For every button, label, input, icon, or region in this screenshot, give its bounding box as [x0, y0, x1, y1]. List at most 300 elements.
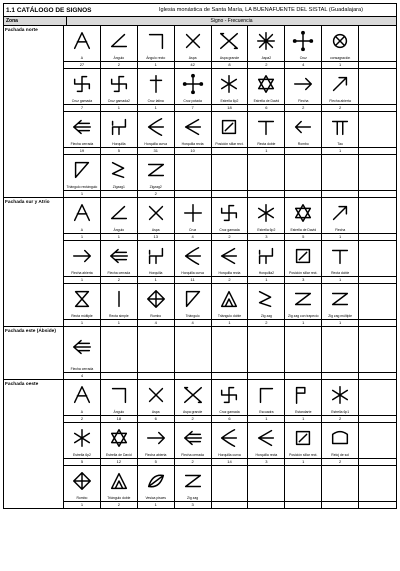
sign-cell	[285, 380, 322, 423]
sign-count: 3	[285, 276, 321, 283]
zigzag-icon	[248, 284, 284, 313]
arrow-closed-icon	[64, 112, 100, 141]
sign-label: Horquilla recta	[218, 271, 241, 275]
rhombus-cross-icon	[64, 466, 100, 495]
sign-cell	[101, 241, 138, 284]
sign-cell	[359, 112, 396, 155]
sign-cell	[359, 466, 396, 508]
double-line-icon	[322, 241, 358, 270]
sign-label: Aspa grande	[219, 56, 240, 60]
sign-grid	[64, 327, 396, 379]
sign-label: Recta doble	[331, 271, 350, 275]
sign-label: Flecha abierta	[329, 99, 351, 103]
sign-cell	[212, 112, 249, 155]
sign-count: 1	[138, 276, 174, 283]
sign-label: Recta simple	[109, 314, 129, 318]
empty-cell	[322, 155, 358, 184]
empty-cell	[138, 327, 174, 366]
sign-label: Estrella 6p2	[72, 453, 91, 457]
sign-label: Zig zag múltiple	[328, 314, 353, 318]
sign-count	[359, 276, 396, 283]
empty-cell	[359, 466, 396, 495]
sign-label: Flecha	[335, 228, 346, 232]
cross-dots-icon	[175, 69, 211, 98]
sign-count: 1	[101, 233, 137, 240]
sign-cell	[138, 69, 175, 112]
sign-label: Estandarte	[295, 410, 312, 414]
empty-cell	[248, 155, 284, 184]
sign-count: 5	[101, 147, 137, 154]
sign-cell	[359, 327, 396, 379]
sign-count: 3	[248, 233, 284, 240]
double-line-icon	[248, 112, 284, 141]
sign-count	[285, 372, 321, 379]
fork-icon	[248, 241, 284, 270]
square-slash-icon	[212, 112, 248, 141]
sign-count: 2	[101, 501, 137, 508]
sign-label: Posición sillar rect.	[289, 271, 318, 275]
rhombus-arrow-icon	[285, 112, 321, 141]
sign-count: 1	[248, 415, 284, 422]
sign-count	[212, 501, 248, 508]
sign-label: Posición sillar rect.	[289, 453, 318, 457]
sign-label: A	[80, 228, 84, 232]
sign-cell	[359, 69, 396, 112]
arrow-closed-icon	[101, 241, 137, 270]
latin-cross-icon	[138, 69, 174, 98]
sign-count: 1	[322, 319, 358, 326]
sign-count	[248, 190, 284, 197]
angle-icon	[101, 198, 137, 227]
sign-cell	[138, 198, 175, 241]
sign-count: 1	[64, 319, 100, 326]
empty-cell	[248, 327, 284, 366]
sign-cell	[212, 380, 249, 423]
sign-count: 5	[138, 458, 174, 465]
sign-count: 2	[64, 415, 100, 422]
sign-cell	[359, 380, 396, 423]
sign-cell	[175, 198, 212, 241]
sign-count: 1	[285, 458, 321, 465]
swastika-icon	[101, 69, 137, 98]
zone-label: Fachada este (Ábside)	[4, 327, 64, 379]
empty-cell	[212, 155, 248, 184]
sign-count: 42	[175, 61, 211, 68]
sign-cell	[359, 26, 396, 69]
sign-count: 5	[285, 233, 321, 240]
triangle-icon	[64, 155, 100, 184]
sign-cell	[64, 241, 101, 284]
empty-cell	[212, 466, 248, 495]
sign-count: 3	[175, 501, 211, 508]
arrow-icon	[138, 423, 174, 452]
sign-label: Posición sillar rect.	[215, 142, 244, 146]
header-signs: Signo - Frecuencia	[210, 18, 253, 24]
sign-label: Zigzag2	[149, 185, 162, 189]
sign-label: Rombo	[150, 314, 162, 318]
right-angle-icon	[138, 26, 174, 55]
sign-cell	[248, 112, 285, 155]
sign-count: 1	[285, 415, 321, 422]
star-david-icon	[285, 198, 321, 227]
empty-cell	[359, 327, 396, 366]
sign-label: Flecha cerrada	[70, 367, 94, 371]
sign-count: 31	[138, 147, 174, 154]
sign-label: Flecha abierta	[144, 453, 167, 457]
sign-label: Triángulo	[185, 314, 200, 318]
sign-cell	[285, 112, 322, 155]
arrow-icon	[64, 241, 100, 270]
sign-label: Aspa grande	[182, 410, 203, 414]
sign-count	[212, 190, 248, 197]
sign-label: Horquilla curva	[181, 271, 204, 275]
empty-cell	[322, 327, 358, 366]
sign-cell	[101, 284, 138, 326]
sign-cell	[101, 466, 138, 508]
table-header	[3, 16, 397, 25]
sign-count: 11	[175, 276, 211, 283]
sign-grid	[64, 380, 396, 508]
sign-label: Horquilla	[112, 142, 126, 146]
empty-cell	[322, 466, 358, 495]
sign-cell	[212, 198, 249, 241]
sign-count: 8	[212, 61, 248, 68]
sign-count: 1	[322, 61, 358, 68]
sign-label: Ángulo	[113, 56, 125, 60]
sign-label: Horquilla	[149, 271, 163, 275]
sign-count: 3	[248, 458, 284, 465]
sign-label: Cruz	[189, 228, 197, 232]
sign-cell	[138, 241, 175, 284]
sign-cell	[248, 423, 285, 466]
sign-label: Aspa	[151, 410, 160, 414]
rhombus-cross-icon	[138, 284, 174, 313]
sign-cell	[64, 466, 101, 508]
sign-label: Aspa2	[261, 56, 272, 60]
arrow-open-icon	[322, 69, 358, 98]
arrow-closed-icon	[64, 327, 100, 366]
catalog-title: 1.1 CATÁLOGO DE SIGNOS	[6, 6, 92, 14]
sign-cell	[138, 112, 175, 155]
swastika-icon	[212, 380, 248, 409]
sign-count: 6	[212, 415, 248, 422]
sign-count: 2	[212, 233, 248, 240]
sign-cell	[101, 327, 138, 379]
sign-cell	[64, 284, 101, 326]
star6-icon	[322, 380, 358, 409]
empty-cell	[359, 241, 396, 270]
sign-count	[359, 190, 396, 197]
sign-label: Recta doble	[257, 142, 276, 146]
vesica-icon	[138, 466, 174, 495]
sign-count: 2	[285, 104, 321, 111]
sign-label: Aspa	[151, 228, 160, 232]
sign-cell	[101, 69, 138, 112]
sign-label: Vesica pisces	[145, 496, 166, 500]
empty-cell	[175, 155, 211, 184]
sign-grid	[64, 198, 396, 326]
sign-cell	[175, 423, 212, 466]
triangle-double-icon	[101, 466, 137, 495]
sign-cell	[101, 198, 138, 241]
sign-cell	[285, 69, 322, 112]
sign-label: Cruz gamada	[219, 410, 240, 414]
zone-section	[3, 25, 397, 197]
sign-count: 1	[322, 276, 358, 283]
sign-cell	[175, 69, 212, 112]
swastika-icon	[64, 69, 100, 98]
sign-cell	[212, 284, 249, 326]
sign-count: 2	[175, 458, 211, 465]
empty-cell	[359, 423, 396, 452]
sign-cell	[101, 155, 138, 197]
sign-cell	[322, 423, 359, 466]
sign-count: 2	[248, 319, 284, 326]
sign-label: Triángulo doble	[107, 496, 131, 500]
sign-count	[359, 61, 396, 68]
zone-section	[3, 379, 397, 509]
sign-cell	[322, 26, 359, 69]
sign-count: 13	[138, 233, 174, 240]
sign-cell	[138, 466, 175, 508]
sign-cell	[285, 26, 322, 69]
x-icon	[138, 380, 174, 409]
sign-cell	[359, 284, 396, 326]
sign-count: 1	[322, 233, 358, 240]
sign-count: 10	[175, 147, 211, 154]
sign-cell	[212, 241, 249, 284]
sign-label: Horquilla curva	[144, 142, 168, 146]
sign-cell	[212, 155, 249, 197]
zone-label: Fachada oeste	[4, 380, 64, 508]
sign-label: consagración	[330, 56, 351, 60]
empty-cell	[359, 198, 396, 227]
sign-cell	[248, 241, 285, 284]
sign-count: 7	[64, 104, 100, 111]
sign-count: 1	[138, 61, 174, 68]
sign-cell	[138, 423, 175, 466]
sign-count: 12	[101, 458, 137, 465]
zone-section	[3, 326, 397, 379]
sign-cell	[322, 241, 359, 284]
sign-cell	[285, 155, 322, 197]
sign-cell	[248, 155, 285, 197]
sign-cell	[248, 69, 285, 112]
sign-count: 1	[248, 276, 284, 283]
sign-cell	[175, 241, 212, 284]
sign-count	[359, 233, 396, 240]
cross-dots-icon	[285, 26, 321, 55]
sign-label: A	[80, 56, 84, 60]
empty-cell	[285, 327, 321, 366]
empty-cell	[212, 327, 248, 366]
sign-count	[175, 372, 211, 379]
sign-count: 5	[64, 458, 100, 465]
sign-count: 1	[101, 319, 137, 326]
sign-label: Triángulo rectángulo	[66, 185, 98, 189]
zone-section	[3, 197, 397, 326]
sign-count: 1	[64, 190, 100, 197]
sign-cell	[212, 26, 249, 69]
sign-cell	[101, 380, 138, 423]
sign-count: 19	[64, 147, 100, 154]
sign-count: 6	[138, 415, 174, 422]
sign-cell	[175, 466, 212, 508]
sign-label: Horquilla recta	[255, 453, 278, 457]
empty-cell	[285, 466, 321, 495]
sign-count	[359, 319, 396, 326]
star6-icon	[64, 423, 100, 452]
sign-cell	[212, 69, 249, 112]
swastika-icon	[212, 198, 248, 227]
sign-count: 4	[175, 233, 211, 240]
sign-cell	[359, 155, 396, 197]
angle-icon	[101, 26, 137, 55]
sign-cell	[175, 284, 212, 326]
sign-cell	[175, 327, 212, 379]
sign-grid	[64, 26, 396, 197]
sign-count: 1	[285, 319, 321, 326]
sign-cell	[322, 380, 359, 423]
sign-count: 1	[138, 104, 174, 111]
sign-cell	[322, 284, 359, 326]
sign-cell	[101, 423, 138, 466]
star6-icon	[212, 69, 248, 98]
sign-cell	[64, 112, 101, 155]
sign-cell	[138, 327, 175, 379]
sign-count: 6	[248, 104, 284, 111]
zone-label: Fachada sur y Atrio	[4, 198, 64, 326]
sign-count: 14	[212, 458, 248, 465]
sign-cell	[285, 423, 322, 466]
title-row	[3, 3, 397, 16]
sign-label: Zig zag con trapecio	[288, 314, 319, 318]
sign-count: 2	[138, 190, 174, 197]
sign-cell	[359, 423, 396, 466]
single-line-icon	[101, 284, 137, 313]
sign-count: 2	[212, 276, 248, 283]
sign-count	[138, 372, 174, 379]
fork-straight-icon	[212, 241, 248, 270]
empty-cell	[359, 380, 396, 409]
square-angle-icon	[248, 380, 284, 409]
square-slash-icon	[285, 423, 321, 452]
sign-label: Horquilla recta	[181, 142, 204, 146]
sign-cell	[138, 284, 175, 326]
sign-cell	[322, 466, 359, 508]
sign-cell	[285, 241, 322, 284]
sign-label: Triángulo doble	[217, 314, 242, 318]
sign-label: Zig zag	[187, 496, 199, 500]
sign-count: 4	[285, 61, 321, 68]
sign-cell	[175, 26, 212, 69]
sections-container	[3, 25, 397, 509]
sign-cell	[248, 198, 285, 241]
sign-count	[248, 501, 284, 508]
star-david-icon	[101, 423, 137, 452]
sign-count: 7	[175, 104, 211, 111]
sign-label: Estrella 6p2	[257, 228, 276, 232]
sign-count	[175, 190, 211, 197]
sign-count: 2	[322, 104, 358, 111]
sign-label: Flecha abierta	[71, 271, 93, 275]
star-cross-icon	[248, 26, 284, 55]
sign-label: Estrella de David	[290, 228, 317, 232]
star6-icon	[248, 198, 284, 227]
sign-cell	[101, 112, 138, 155]
sign-label: Ángulo recto	[146, 56, 166, 60]
sign-cell	[322, 198, 359, 241]
empty-cell	[175, 327, 211, 366]
sign-count	[359, 458, 396, 465]
a-icon	[64, 198, 100, 227]
sign-cell	[322, 155, 359, 197]
sign-label: Estrella de David	[253, 99, 280, 103]
sign-label: Zigzag1	[112, 185, 125, 189]
sign-cell	[248, 466, 285, 508]
a-icon	[64, 380, 100, 409]
star-david-icon	[248, 69, 284, 98]
arrow-open-icon	[322, 198, 358, 227]
tau-icon	[322, 112, 358, 141]
sign-count: 2	[248, 61, 284, 68]
empty-cell	[285, 155, 321, 184]
sign-cell	[248, 380, 285, 423]
sign-cell	[322, 69, 359, 112]
sign-cell	[285, 284, 322, 326]
zigzag2-icon	[285, 284, 321, 313]
sign-count	[359, 501, 396, 508]
sign-label: Reloj de sol	[331, 453, 350, 457]
sign-label: Cruz gamada2	[107, 99, 130, 103]
sign-cell	[285, 327, 322, 379]
multi-line-icon	[64, 284, 100, 313]
fork-icon	[101, 112, 137, 141]
x-big-icon	[175, 380, 211, 409]
fork-curve-icon	[138, 112, 174, 141]
sign-cell	[64, 198, 101, 241]
sign-cell	[64, 380, 101, 423]
sign-cell	[64, 327, 101, 379]
sign-count	[359, 372, 396, 379]
header-zone: Zona	[4, 17, 67, 25]
sign-count: 2	[101, 276, 137, 283]
circle-cross-icon	[322, 26, 358, 55]
x-big-icon	[212, 26, 248, 55]
sign-cell	[248, 284, 285, 326]
sign-count: 1	[322, 147, 358, 154]
sign-count: 18	[101, 415, 137, 422]
sign-label: Aspa	[188, 56, 197, 60]
sign-count: 1	[64, 233, 100, 240]
zigzag-icon	[101, 155, 137, 184]
sign-cell	[138, 380, 175, 423]
sign-count	[322, 501, 358, 508]
sign-count: 1	[138, 501, 174, 508]
sign-cell	[175, 380, 212, 423]
empty-cell	[359, 155, 396, 184]
sign-cell	[285, 198, 322, 241]
sign-count	[285, 190, 321, 197]
sign-count: 2	[322, 458, 358, 465]
sign-count	[359, 415, 396, 422]
sign-count: 1	[64, 276, 100, 283]
sign-cell	[175, 155, 212, 197]
sign-label: Escuadra	[259, 410, 274, 414]
sign-label: A	[80, 410, 84, 414]
sign-cell	[212, 423, 249, 466]
sign-count	[101, 190, 137, 197]
